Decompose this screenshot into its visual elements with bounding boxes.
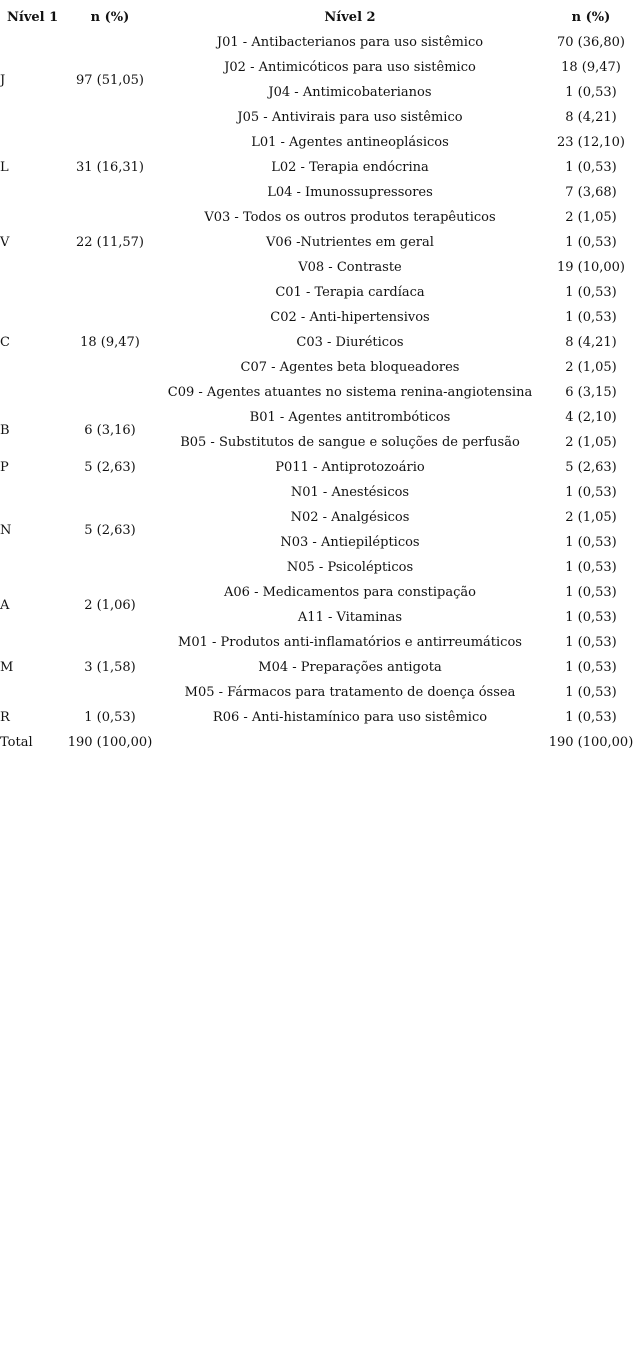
- level1-code: A: [0, 597, 10, 613]
- header-level1: Nível 1: [7, 10, 59, 25]
- level1-count: 6 (3,16): [84, 422, 136, 438]
- level2-count: 1 (0,53): [565, 635, 617, 650]
- table-row: [0, 280, 642, 305]
- table-row: [0, 205, 642, 230]
- header-row: [0, 5, 642, 30]
- level1-count: 1 (0,53): [84, 710, 136, 725]
- atc-classification-table: [0, 5, 642, 755]
- level2-label: J01 - Antibacterianos para uso sistêmico: [216, 35, 484, 50]
- table-row: [0, 455, 642, 480]
- level2-count: 1 (0,53): [565, 710, 617, 725]
- level2-label: J02 - Antimicóticos para uso sistêmico: [224, 60, 476, 75]
- level2-count: 70 (36,80): [556, 35, 626, 50]
- level1-code: M: [0, 660, 14, 675]
- level2-label: B01 - Agentes antitrombóticos: [249, 410, 451, 425]
- level1-code: C: [0, 335, 10, 350]
- level2-label: V03 - Todos os outros produtos terapêuticos: [204, 210, 496, 225]
- level2-label: M04 - Preparações antigota: [258, 660, 442, 675]
- level1-code: J: [0, 72, 6, 88]
- level2-label: N05 - Psicolépticos: [286, 560, 414, 575]
- table-row: [0, 405, 642, 430]
- level1-count: 18 (9,47): [80, 335, 140, 350]
- header-level2: Nível 2: [324, 10, 376, 25]
- level2-count: 2 (1,05): [565, 510, 617, 525]
- level1-code: B: [0, 422, 10, 438]
- total-n2: 190 (100,00): [548, 735, 634, 750]
- total-label: Total: [0, 735, 33, 750]
- level2-count: 1 (0,53): [565, 160, 617, 175]
- level2-label: L02 - Terapia endócrina: [271, 160, 429, 175]
- level2-label: V08 - Contraste: [298, 260, 402, 275]
- level2-count: 1 (0,53): [565, 660, 617, 675]
- level1-count: 22 (11,57): [75, 235, 145, 250]
- level1-count: 3 (1,58): [84, 660, 136, 675]
- level2-label: C07 - Agentes beta bloqueadores: [240, 360, 460, 375]
- table-body: [0, 30, 642, 730]
- level2-count: 2 (1,05): [565, 360, 617, 375]
- level2-label: A11 - Vitaminas: [297, 610, 403, 625]
- total-row: [0, 730, 642, 755]
- total-level2-empty: [160, 730, 540, 755]
- level1-count: 97 (51,05): [75, 72, 145, 88]
- level1-code: P: [0, 460, 9, 475]
- level2-label: J05 - Antivirais para uso sistêmico: [237, 110, 463, 125]
- level2-label: B05 - Substitutos de sangue e soluções de perfusão: [180, 435, 520, 450]
- total-n1: 190 (100,00): [67, 735, 153, 750]
- level2-label: C09 - Agentes atuantes no sistema renina-angiotensina: [167, 385, 533, 400]
- level2-label: P011 - Antiprotozoário: [275, 460, 425, 475]
- level2-label: R06 - Anti-histamínico para uso sistêmico: [212, 710, 488, 725]
- level2-count: 1 (0,53): [565, 235, 617, 250]
- level2-label: N01 - Anestésicos: [290, 485, 410, 500]
- level2-count: 18 (9,47): [561, 60, 621, 75]
- table-row: [0, 130, 642, 155]
- level2-count: 1 (0,53): [565, 485, 617, 500]
- level2-count: 8 (4,21): [565, 110, 617, 125]
- level2-count: 1 (0,53): [565, 535, 617, 550]
- level1-code: V: [0, 235, 10, 250]
- level2-count: 2 (1,05): [565, 210, 617, 225]
- level2-count: 4 (2,10): [565, 410, 617, 425]
- level2-label: M05 - Fármacos para tratamento de doença óssea: [184, 685, 516, 700]
- level2-label: L01 - Agentes antineoplásicos: [251, 135, 449, 150]
- level1-code: R: [0, 710, 10, 725]
- level1-code: L: [0, 160, 9, 175]
- level2-count: 1 (0,53): [565, 685, 617, 700]
- level2-label: C02 - Anti-hipertensivos: [270, 310, 430, 325]
- level2-label: M01 - Produtos anti-inflamatórios e antirreumáticos: [178, 635, 522, 650]
- level2-count: 8 (4,21): [565, 335, 617, 350]
- table-row: [0, 580, 642, 605]
- level2-count: 6 (3,15): [565, 385, 617, 400]
- level2-label: A06 - Medicamentos para constipação: [224, 585, 476, 600]
- table-row: [0, 30, 642, 55]
- level2-count: 1 (0,53): [565, 85, 617, 100]
- table-row: [0, 630, 642, 655]
- level1-count: 5 (2,63): [84, 460, 136, 475]
- level1-count: 2 (1,06): [84, 597, 136, 613]
- level2-label: J04 - Antimicobaterianos: [268, 85, 432, 100]
- table-row: [0, 705, 642, 730]
- level2-count: 1 (0,53): [565, 310, 617, 325]
- level2-count: 5 (2,63): [565, 460, 617, 475]
- level2-label: L04 - Imunossupressores: [267, 185, 433, 200]
- level1-code: N: [0, 522, 12, 538]
- level2-count: 1 (0,53): [565, 585, 617, 600]
- level2-count: 1 (0,53): [565, 610, 617, 625]
- level2-label: N03 - Antiepilépticos: [280, 535, 420, 550]
- level2-count: 19 (10,00): [556, 260, 626, 275]
- level2-label: N02 - Analgésicos: [290, 510, 410, 525]
- level2-label: V06 -Nutrientes em geral: [266, 235, 434, 250]
- header-n1: n (%): [90, 10, 130, 25]
- level2-label: C01 - Terapia cardíaca: [275, 285, 425, 300]
- level1-count: 5 (2,63): [84, 522, 136, 538]
- level2-label: C03 - Diuréticos: [296, 335, 404, 350]
- level2-count: 1 (0,53): [565, 285, 617, 300]
- level1-count: 31 (16,31): [75, 160, 145, 175]
- header-n2: n (%): [571, 10, 611, 25]
- level2-count: 1 (0,53): [565, 560, 617, 575]
- level2-count: 7 (3,68): [565, 185, 617, 200]
- table-row: [0, 480, 642, 505]
- level2-count: 23 (12,10): [556, 135, 626, 150]
- level2-count: 2 (1,05): [565, 435, 617, 450]
